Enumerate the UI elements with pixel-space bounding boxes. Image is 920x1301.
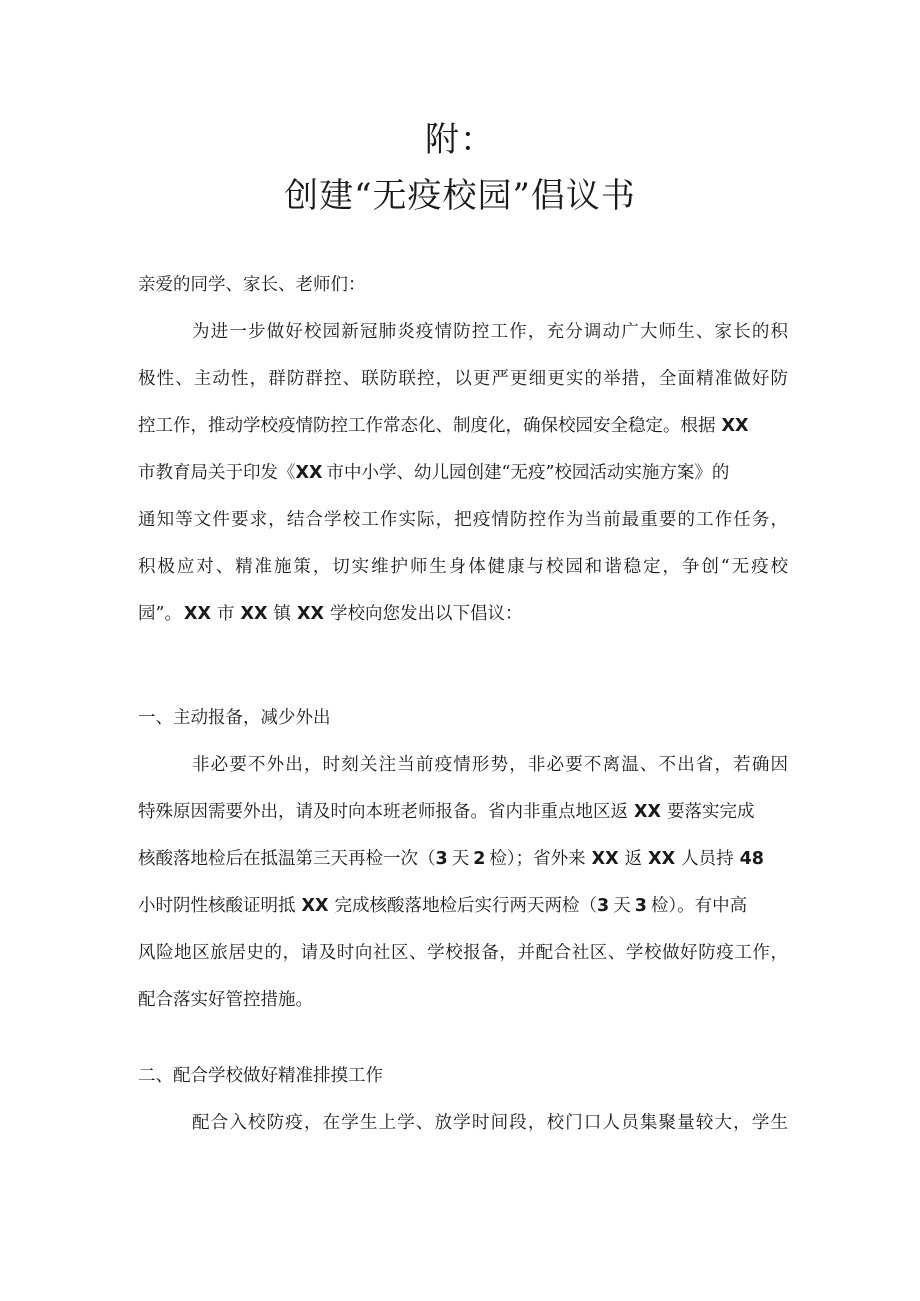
section1-line-6: 配合落实好管控措施。 xyxy=(138,990,313,1010)
section1-line-1: 非必要不外出，时刻关注当前疫情形势，非必要不离温、不出省，若确因 xyxy=(192,755,788,775)
intro-line-3-text: 控工作，推动学校疫情防控工作常态化、制度化，确保校园安全稳定。根据 xyxy=(138,416,716,436)
section1-line-3-n1: 3 xyxy=(435,849,448,869)
section1-line-4-n1: 3 xyxy=(597,896,610,916)
section1-line-2 xyxy=(138,800,788,824)
intro-line-7-xx2: XX xyxy=(240,604,268,624)
section1-line-3-c: 检）；省外来 xyxy=(489,849,586,869)
section1-line-2-a: 特殊原因需要外出，请及时向本班老师报备。省内非重点地区返 xyxy=(138,802,628,822)
intro-line-7-xx1: XX xyxy=(183,604,211,624)
section1-line-3-b: 天 xyxy=(451,849,470,869)
section1-line-4-c: 天 xyxy=(613,896,631,916)
intro-line-4-b: 市中小学、幼儿园创建“无疫”校园活动实施方案》的 xyxy=(326,463,730,483)
section2-heading: 二、配合学校做好精准排摸工作 xyxy=(138,1066,383,1086)
section1-line-5: 风险地区旅居史的，请及时向社区、学校报备，并配合社区、学校做好防疫工作， xyxy=(138,943,788,963)
intro-line-2: 极性、主动性，群防群控、联防联控，以更严更细更实的举措，全面精准做好防 xyxy=(138,369,788,389)
section1-line-3-d: 返 xyxy=(624,849,643,869)
intro-line-5: 通知等文件要求，结合学校工作实际，把疫情防控作为当前最重要的工作任务， xyxy=(138,510,788,530)
attachment-label: 附： xyxy=(425,120,495,160)
section1-line-3 xyxy=(138,847,788,871)
intro-line-3 xyxy=(138,414,788,438)
intro-line-3-xx: XX xyxy=(721,416,749,436)
intro-line-4-xx: XX xyxy=(295,463,323,483)
section1-line-2-xx: XX xyxy=(634,802,661,822)
section1-line-4-xx: XX xyxy=(301,896,329,916)
section1-line-4-n2: 3 xyxy=(634,896,647,916)
section1-line-3-a: 核酸落地检后在抵温第三天再检一次（ xyxy=(138,849,436,869)
section1-line-3-xx2: XX xyxy=(648,849,676,869)
intro-line-7-b: 市 xyxy=(216,604,235,624)
section1-line-3-n2: 2 xyxy=(473,849,486,869)
section1-line-4-a: 小时阴性核酸证明抵 xyxy=(138,896,296,916)
salutation: 亲爱的同学、家长、老师们： xyxy=(138,275,366,295)
section2-line-1: 配合入校防疫，在学生上学、放学时间段，校门口人员集聚量较大，学生 xyxy=(192,1113,788,1133)
document-title: 创建“无疫校园”倡议书 xyxy=(284,176,636,216)
intro-line-4 xyxy=(138,461,788,485)
section1-line-4 xyxy=(138,894,788,918)
intro-line-7 xyxy=(138,602,788,626)
intro-line-4-a: 市教育局关于印发《 xyxy=(138,463,296,483)
intro-line-7-xx3: XX xyxy=(296,604,324,624)
section1-line-3-xx1: XX xyxy=(591,849,619,869)
intro-line-7-c: 镇 xyxy=(273,604,291,624)
section1-line-2-b: 要落实完成 xyxy=(667,802,755,822)
intro-line-7-d: 学校向您发出以下倡议： xyxy=(329,604,523,624)
section1-line-3-48: 48 xyxy=(739,849,764,869)
intro-line-6: 积极应对、精准施策，切实维护师生身体健康与校园和谐稳定，争创“无疫校 xyxy=(138,557,788,577)
section1-line-4-d: 检）。有中高 xyxy=(650,896,748,916)
section1-line-4-b: 完成核酸落地检后实行两天两检（ xyxy=(334,896,597,916)
intro-line-1: 为进一步做好校园新冠肺炎疫情防控工作，充分调动广大师生、家长的积 xyxy=(192,322,788,342)
section1-heading: 一、主动报备，减少外出 xyxy=(138,708,331,728)
intro-line-7-a: 园”。 xyxy=(138,604,182,624)
section1-line-3-e: 人员持 xyxy=(681,849,734,869)
